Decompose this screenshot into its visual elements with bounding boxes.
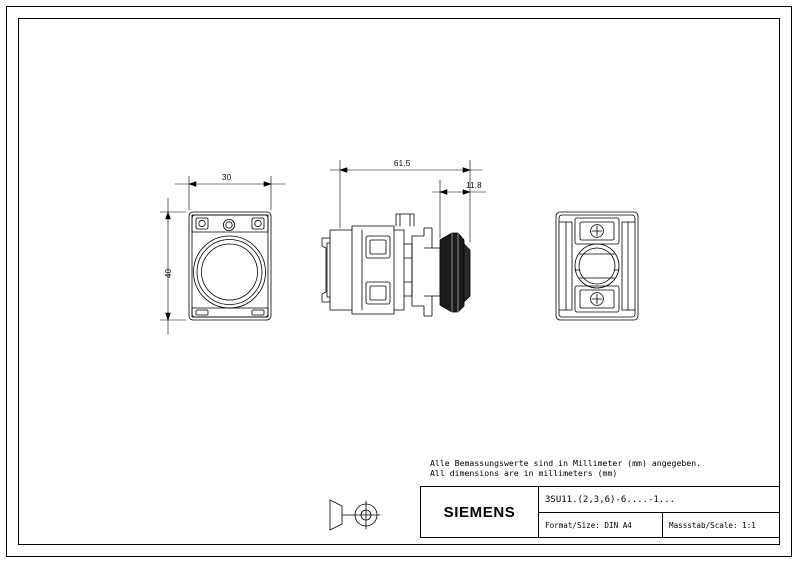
siemens-logo: SIEMENS: [443, 503, 516, 521]
note-line-english: All dimensions are in millimeters (mm): [430, 468, 618, 478]
title-block-designation-row: [539, 487, 779, 513]
title-block: [420, 486, 780, 538]
side-view-geometry: [322, 214, 470, 316]
front-view-geometry: [189, 212, 271, 320]
sheet-format: Format/Size: DIN A4: [539, 513, 663, 537]
dimension-label-side-length: 61.5: [394, 159, 411, 168]
title-block-meta-row: [539, 513, 779, 537]
first-angle-projection-symbol: [330, 500, 380, 530]
dimension-label-front-height: 40: [164, 268, 173, 278]
front-view-dimensions: [160, 176, 285, 334]
dimension-label-front-width: 30: [222, 173, 232, 182]
dimension-label-side-depth: 11.8: [466, 181, 482, 190]
sheet-scale: Massstab/Scale: 1:1: [669, 520, 756, 530]
title-block-info: [539, 487, 779, 537]
product-designation: 3SU11.(2,3,6)-6....-1...: [545, 494, 676, 505]
rear-view-geometry: [556, 212, 638, 320]
side-view-dimensions: [330, 160, 486, 242]
title-block-logo-cell: [421, 487, 539, 537]
note-line-german: Alle Bemassungswerte sind in Millimeter (mm) angegeben.: [430, 458, 702, 468]
